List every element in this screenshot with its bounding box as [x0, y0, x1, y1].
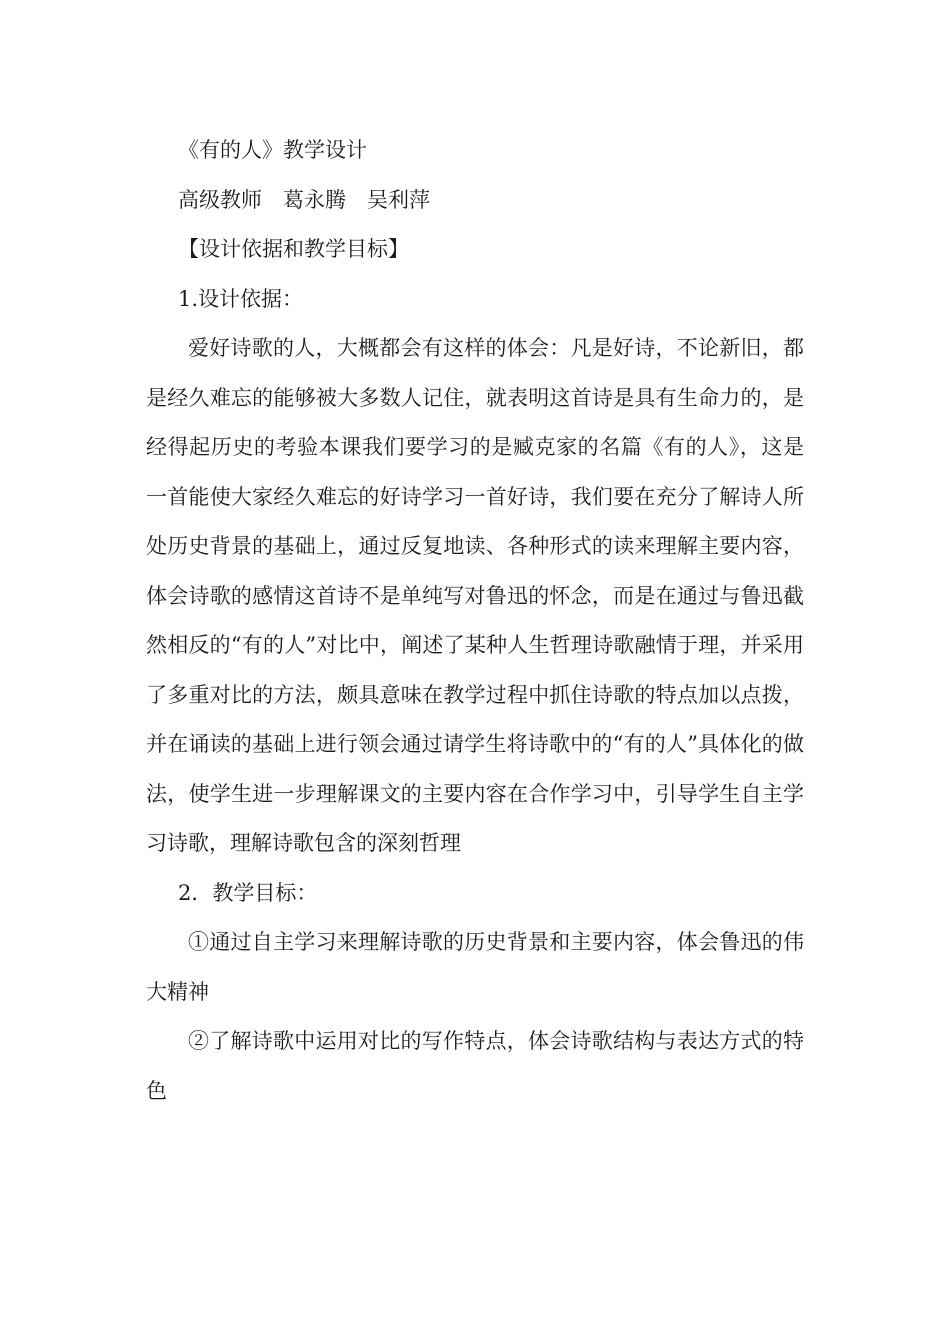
document-authors: 高级教师 葛永腾 吴利萍 [178, 187, 430, 212]
goal-item-1: ①通过自主学习来理解诗歌的历史背景和主要内容，体会鲁迅的伟大精神 [146, 930, 804, 1004]
goals-heading: 2．教学目标： [178, 880, 318, 905]
basis-paragraph: 爱好诗歌的人，大概都会有这样的体会：凡是好诗，不论新旧，都是经久难忘的能够被大多数人记住，就表明这首诗是具有生命力的，是经得起历史的考验本课我们要学习的是臧克家的名篇《有的人》，这是一首能使大家经久难忘的好诗学习一首好诗，我们要在充分了解诗人所处历史背景的基础上，通过反复地读、各种形式的读来理解主要内容，体会诗歌的感情这首诗不是单纯写对鲁迅的怀念，而是在通过与鲁迅截然相反的“有的人”对比中，阐述了某种人生哲理诗歌融情于理，并采用了多重对比的方法，颇具意味在教学过程中抓住诗歌的特点加以点拨，并在诵读的基础上进行领会通过请学生将诗歌中的“有的人”具体化的做法，使学生进一步理解课文的主要内容在合作学习中，引导学生自主学习诗歌，理解诗歌包含的深刻哲理 [146, 336, 804, 855]
basis-heading: 1.设计依据： [178, 286, 304, 311]
goal-item-2: ②了解诗歌中运用对比的写作特点，体会诗歌结构与表达方式的特色 [146, 1029, 804, 1103]
document-title: 《有的人》教学设计 [178, 138, 367, 162]
document-page [146, 126, 804, 1116]
section-heading: 【设计依据和教学目标】 [178, 237, 409, 261]
